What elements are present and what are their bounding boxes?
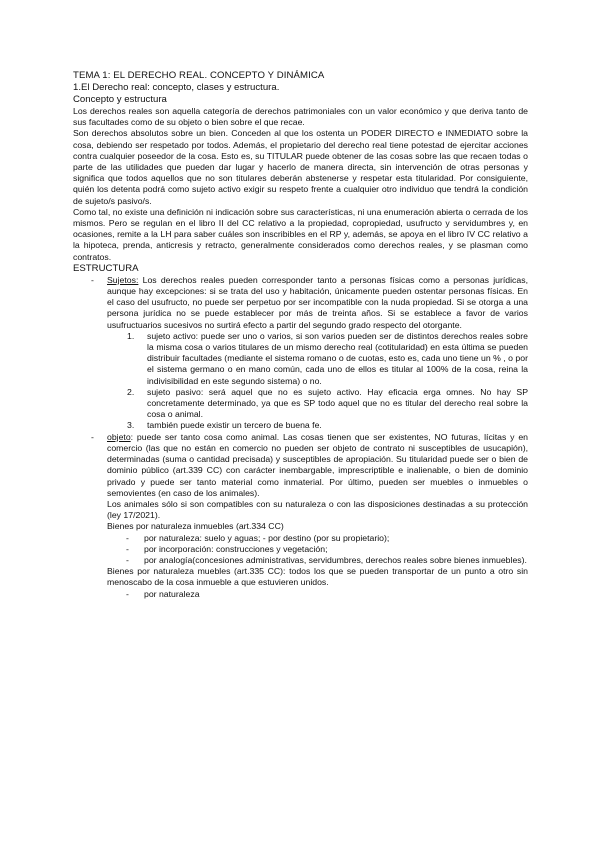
list-item-inmueble: [73, 544, 528, 555]
list-number: 3.: [127, 420, 135, 431]
list-dash: -: [126, 554, 129, 565]
document-page: [73, 70, 528, 600]
list-item-text: por incorporación: construcciones y vegetación;: [144, 543, 328, 554]
list-item-inmueble: [73, 555, 528, 566]
list-dash: -: [91, 274, 94, 285]
list-item-objeto: [73, 432, 528, 499]
paragraph-animales: Los animales sólo si son compatibles con su naturaleza o con las disposiciones destinadas a su protección (ley 17/2021).: [107, 498, 528, 521]
list-dash: -: [126, 543, 129, 554]
document-subtitle: 1.El Derecho real: concepto, clases y estructura.: [73, 82, 280, 93]
paragraph-absolutos: Son derechos absolutos sobre un bien. Conceden al que los ostenta un PODER DIRECTO e INMEDIATO sobre la cosa, debiendo ser respetado por todos. Además, el propietario del derecho real tiene potestad de ejercitar acciones contra cualquier poseedor de la cosa. Esto es, su TITULAR puede obtener de las cosas sobre las que recaen todas o parte de las utilidades que pueden dar lugar y hacerlo de manera directa, sin intervención de otras personas y significa que todos aquellos que no son titulares deberán abstenerse y respetar esta titularidad. Por consiguiente, quién los detenta podrá como sujeto activo exigir su respeto frente a cualquier otro individuo que tendrá la condición de sujeto/s pasivo/s.: [73, 128, 528, 206]
list-item-text: también puede existir un tercero de buena fe.: [147, 420, 322, 431]
section-heading-estructura: ESTRUCTURA: [73, 262, 139, 274]
list-item-text: por naturaleza: [144, 588, 200, 599]
list-item-tercero: [73, 420, 528, 431]
inmuebles-heading: Bienes por naturaleza inmuebles (art.334 CC): [107, 521, 284, 532]
list-item-sujeto-activo: [73, 331, 528, 387]
list-item-mueble: [73, 589, 528, 600]
section-heading-concepto: Concepto y estructura: [73, 94, 167, 105]
list-number: 1.: [127, 330, 135, 341]
list-item-text: por analogía(concesiones administrativas, servidumbres, derechos reales sobre bienes inmuebles).: [144, 554, 527, 565]
list-item-sujeto-pasivo: [73, 387, 528, 421]
objeto-text: : puede ser tanto cosa como animal. Las cosas tienen que ser existentes, NO futuras, lícitas y en comercio (las que no están en comercio no pueden ser objeto de contrato ni susceptibles de usucapión), determinadas (suma o cantidad precisada) y susceptibles de apropiación. Su titularidad puede ser o bien de dominio público (art.339 CC) con carácter inembargable, imprescriptible e inalienable, o bien de dominio privado y puede ser tanto material como inmaterial. Por último, pueden ser muebles o inmuebles o semovientes (en caso de los animales).: [107, 431, 528, 498]
list-item-sujetos: [73, 275, 528, 331]
objeto-label: objeto: [107, 431, 131, 442]
sujetos-label: Sujetos:: [107, 274, 139, 285]
list-item-text: sujeto activo: puede ser uno o varios, si son varios pueden ser de distintos derechos reales sobre la misma cosa o varios titulares de un mismo derecho real (cotitularidad) en esta última se pueden distribuir facultades (mediante el sistema romano o de cuotas, esto es, cada uno tiene un % , o por el sistema germano o en mano común, cada uno de ellos es titular al 100% de la cosa, reina la indivisibilidad en este segundo sistema) o no.: [147, 330, 528, 386]
list-item-inmueble: [73, 533, 528, 544]
list-dash: -: [91, 431, 94, 442]
muebles-heading: Bienes por naturaleza muebles (art.335 CC): todos los que se pueden transportar de un punto a otro sin menoscabo de la cosa inmueble a que estuvieren unidos.: [107, 566, 528, 588]
sujetos-text: Los derechos reales pueden corresponder tanto a personas físicas como a personas jurídicas, aunque hay excepciones: si se trata del uso y habitación, únicamente pueden ostentar personas físicas. En el caso del usufructo, no puede ser perpetuo por ser incompatible con la nuda propiedad. Si se otorga a una persona jurídica no se puede establecer por más de treinta años. Si se establece a favor de varios usufructuarios sucesivos no surtirá efecto a partir del segundo grado respecto del otorgante.: [107, 274, 528, 330]
document-title: TEMA 1: EL DERECHO REAL. CONCEPTO Y DINÁMICA: [73, 70, 325, 81]
list-item-text: por naturaleza: suelo y aguas; - por destino (por su propietario);: [144, 532, 390, 543]
list-item-text: sujeto pasivo: será aquel que no es sujeto activo. Hay eficacia erga omnes. No hay SP concretamente determinado, ya que es SP todo aquel que no es titular del derecho real sobre la cosa o animal.: [147, 386, 528, 420]
paragraph-definition: Los derechos reales son aquella categoría de derechos patrimoniales con un valor económico y que deriva tanto de sus facultades como de su objeto o bien sobre el que recae.: [73, 106, 528, 128]
list-dash: -: [126, 588, 129, 599]
paragraph-regulacion: Como tal, no existe una definición ni indicación sobre sus características, ni una enumeración abierta o cerrada de los mismos. Pero se regulan en el libro II del CC relativo a la propiedad, copropiedad, usufructo y servidumbres y, en ocasiones, remite a la LH para saber cuáles son inscribibles en el RP y, además, se apoya en el libro IV CC relativo a la hipoteca, prenda, anticresis y retracto, generalmente considerados como derechos reales, y se plasman como contratos.: [73, 206, 528, 262]
list-number: 2.: [127, 386, 135, 397]
list-dash: -: [126, 532, 129, 543]
